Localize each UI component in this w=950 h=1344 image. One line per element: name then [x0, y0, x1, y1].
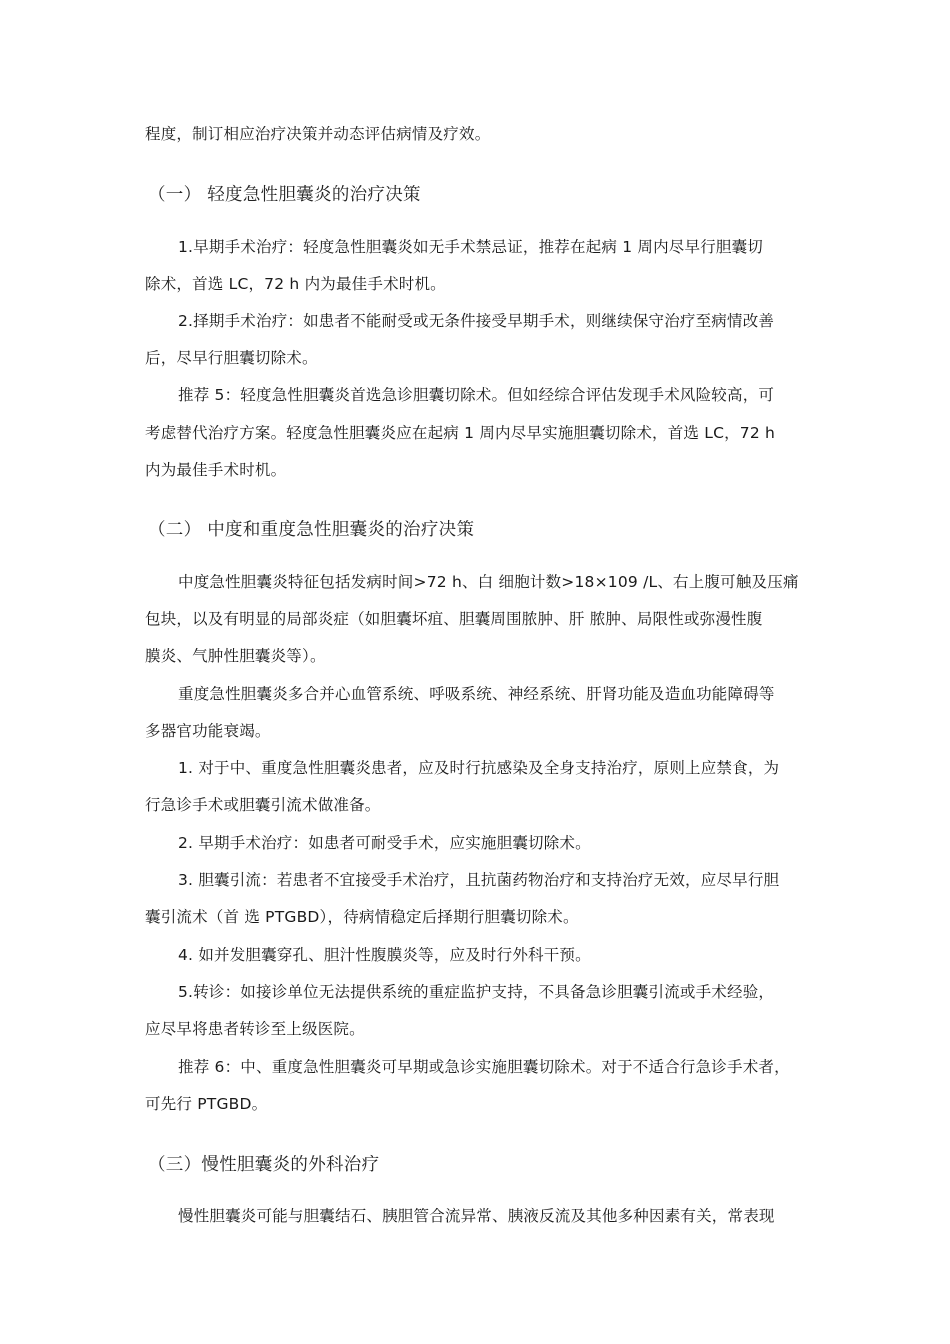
section-2-item-2-line-1: 2. 早期手术治疗：如患者可耐受手术，应实施胆囊切除术。 [178, 834, 591, 852]
section-2-para-1-line-1: 中度急性胆囊炎特征包括发病时间>72 h、白 细胞计数>18×109 /L、右上腹可触及压痛 [178, 573, 799, 591]
section-1-recommendation-line-3: 内为最佳手术时机。 [145, 461, 287, 479]
section-1-heading: （一） 轻度急性胆囊炎的治疗决策 [148, 185, 421, 205]
section-3-heading: （三）慢性胆囊炎的外科治疗 [148, 1155, 380, 1175]
section-1-recommendation-line-1: 推荐 5：轻度急性胆囊炎首选急诊胆囊切除术。但如经综合评估发现手术风险较高，可 [178, 386, 775, 404]
section-1-recommendation-line-2: 考虑替代治疗方案。轻度急性胆囊炎应在起病 1 周内尽早实施胆囊切除术，首选 LC，72 h [145, 424, 776, 442]
section-1-para-2-line-1: 2.择期手术治疗：如患者不能耐受或无条件接受早期手术，则继续保守治疗至病情改善 [178, 312, 775, 330]
section-1-para-1-line-1: 1.早期手术治疗：轻度急性胆囊炎如无手术禁忌证，推荐在起病 1 周内尽早行胆囊切 [178, 238, 764, 256]
section-2-item-1-line-1: 1. 对于中、重度急性胆囊炎患者，应及时行抗感染及全身支持治疗，原则上应禁食，为 [178, 759, 780, 777]
section-2-recommendation-line-1: 推荐 6：中、重度急性胆囊炎可早期或急诊实施胆囊切除术。对于不适合行急诊手术者， [178, 1058, 790, 1076]
intro-line-1: 程度，制订相应治疗决策并动态评估病情及疗效。 [145, 125, 491, 143]
section-3-para-1-line-1: 慢性胆囊炎可能与胆囊结石、胰胆管合流异常、胰液反流及其他多种因素有关，常表现 [178, 1207, 775, 1225]
section-1-para-2-line-2: 后，尽早行胆囊切除术。 [145, 349, 318, 367]
section-1-para-1-line-2: 除术，首选 LC，72 h 内为最佳手术时机。 [145, 275, 446, 293]
section-2-item-5-line-2: 应尽早将患者转诊至上级医院。 [145, 1020, 365, 1038]
section-2-para-1-line-2: 包块，以及有明显的局部炎症（如胆囊坏疽、胆囊周围脓肿、肝 脓肿、局限性或弥漫性腹 [145, 610, 763, 628]
section-2-item-3-line-2: 囊引流术（首 选 PTGBD），待病情稳定后择期行胆囊切除术。 [145, 908, 579, 926]
section-2-item-1-line-2: 行急诊手术或胆囊引流术做准备。 [145, 796, 381, 814]
section-2-recommendation-line-2: 可先行 PTGBD。 [145, 1095, 268, 1113]
section-2-heading: （二） 中度和重度急性胆囊炎的治疗决策 [148, 520, 475, 540]
section-2-item-5-line-1: 5.转诊：如接诊单位无法提供系统的重症监护支持，不具备急诊胆囊引流或手术经验， [178, 983, 775, 1001]
section-2-para-1-line-3: 膜炎、气肿性胆囊炎等）。 [145, 647, 326, 665]
section-2-item-3-line-1: 3. 胆囊引流：若患者不宜接受手术治疗，且抗菌药物治疗和支持治疗无效，应尽早行胆 [178, 871, 780, 889]
section-2-para-2-line-2: 多器官功能衰竭。 [145, 722, 271, 740]
section-2-item-4-line-1: 4. 如并发胆囊穿孔、胆汁性腹膜炎等，应及时行外科干预。 [178, 946, 591, 964]
section-2-para-2-line-1: 重度急性胆囊炎多合并心血管系统、呼吸系统、神经系统、肝肾功能及造血功能障碍等 [178, 685, 775, 703]
